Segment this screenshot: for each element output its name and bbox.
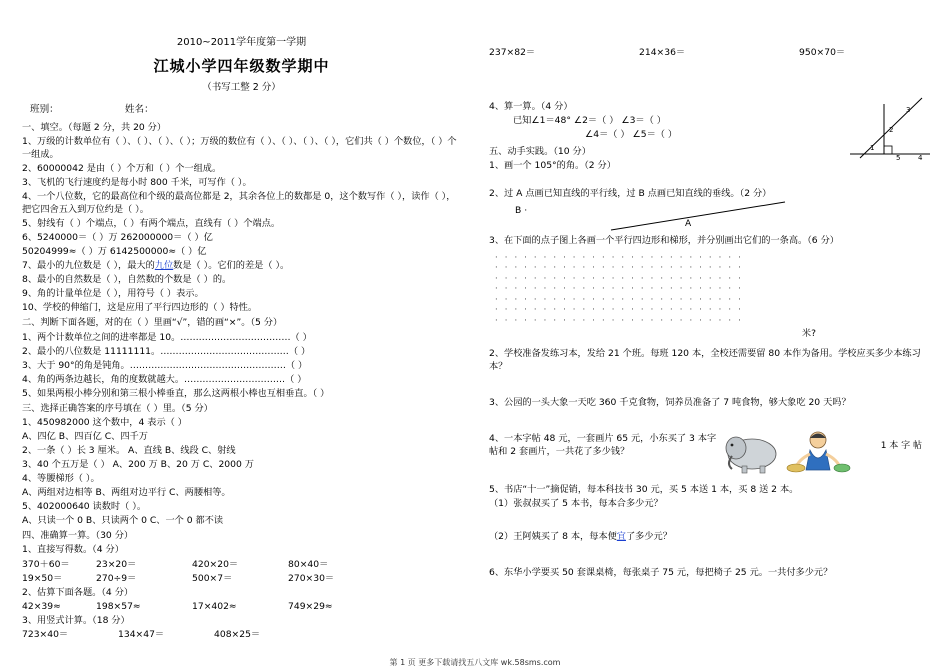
q6-4: 4、一本字帖 48 元，一套画片 65 元，小东买了 3 本字帖和 2 套画片，一共花了多少钱？ bbox=[489, 433, 717, 458]
q3-4: 4、等腰梯形（ ）。 bbox=[22, 473, 100, 485]
q1-2: 2、60000042 是由（ ）个万和（ ）个一组成。 bbox=[22, 162, 222, 174]
section-calculation bbox=[22, 529, 461, 641]
vert-6: 950×70＝ bbox=[799, 47, 846, 58]
q6-6: 6、东华小学要买 50 套课桌椅，每张桌子 75 元，每把椅子 25 元。一共付多少元？ bbox=[489, 566, 833, 578]
elephant-illustration bbox=[722, 428, 872, 474]
q4-1-row2 bbox=[22, 572, 461, 585]
q1-9: 9、角的计量单位是（ ），用符号（ ）表示。 bbox=[22, 288, 204, 300]
q6-5-2: （2）王阿姨买了 8 本，每本便宜了多少元？ bbox=[489, 530, 672, 542]
eq-4: 80×40＝ bbox=[288, 558, 329, 570]
q5-1: 1、画一个 105°的角。（2 分） bbox=[489, 160, 616, 172]
eq-3: 420×20＝ bbox=[192, 558, 239, 570]
q2-4: 4、角的两条边越长，角的度数就越大。……………………………（ ） bbox=[22, 373, 307, 385]
q3-3: 3、40 个五万是（ ） A、200 万 B、20 万 C、2000 万 bbox=[22, 459, 254, 471]
q4-angles-line2: ∠4＝（ ） ∠5＝（ ） bbox=[585, 129, 678, 141]
q1-5: 5、射线有（ ）个端点，（ ）有两个端点，直线有（ ）个端点。 bbox=[22, 218, 281, 230]
q6-3: 3、公园的一头大象一天吃 360 千克食物，饲养员准备了 7 吨食物，够大象吃 20 天吗？ bbox=[489, 397, 851, 409]
q5-3: 3、在下面的点子图上各画一个平行四边形和梯形，并分别画出它们的一条高。（6 分） bbox=[489, 235, 839, 247]
est-2: 198×57≈ bbox=[96, 600, 141, 612]
point-a-label: A bbox=[685, 219, 692, 230]
highlight-text-2: 宜 bbox=[616, 530, 626, 542]
q4-1-title: 1、直接写得数。（4 分） bbox=[22, 544, 124, 556]
q3-1: 1、450982000 这个数中，4 表示（ ） bbox=[22, 416, 187, 428]
est-1: 42×39≈ bbox=[22, 600, 61, 612]
page-footer: 第 1 页 更多下载请找五八文库 wk.58sms.com bbox=[389, 657, 561, 667]
r-vert-row bbox=[489, 46, 928, 59]
section4-title: 四、准确算一算。（30 分） bbox=[22, 530, 134, 542]
q3-5-options: A、只读一个 0 B、只读两个 0 C、一个 0 都不读 bbox=[22, 515, 224, 527]
highlight-text: 九位 bbox=[154, 260, 174, 272]
q1-8: 8、最小的自然数是（ ），自然数的个数是（ ）的。 bbox=[22, 274, 232, 286]
q1-6b: 50204999≈（ ）万 6142500000≈（ ）亿 bbox=[22, 246, 207, 258]
q4-2-title: 2、估算下面各题。（4 分） bbox=[22, 586, 134, 598]
dot-grid bbox=[495, 252, 928, 326]
q2-3: 3、大于 90°的角是钝角。……………………………………………（ ） bbox=[22, 359, 308, 371]
q4-3-row1 bbox=[22, 628, 461, 641]
section5-title: 五、动手实践。（10 分） bbox=[489, 146, 591, 158]
page-title: 江城小学四年级数学期中 bbox=[153, 57, 330, 76]
dot-row: · · · · · · · · · · · · · · · · · · · · · · · · · · bbox=[495, 293, 743, 304]
eq-5: 19×50＝ bbox=[22, 572, 63, 584]
parallel-perp-figure bbox=[489, 204, 928, 234]
elephant-note: 1 本 字 帖 bbox=[880, 441, 922, 452]
section-true-false bbox=[22, 316, 461, 399]
est-4: 749×29≈ bbox=[288, 600, 333, 612]
eq-1: 370＋60＝ bbox=[22, 558, 70, 570]
q4-3-title: 3、用竖式计算。（18 分） bbox=[22, 614, 130, 626]
q6-5-1: （1）张叔叔买了 5 本书，每本合多少元？ bbox=[489, 498, 663, 510]
q3-1-options: A、四亿 B、四百亿 C、四千万 bbox=[22, 430, 148, 442]
dot-row: · · · · · · · · · · · · · · · · · · · · · · · · · · bbox=[495, 283, 743, 293]
q4-angles-title: 4、算一算。（4 分） bbox=[489, 101, 573, 113]
dot-row: · · · · · · · · · · · · · · · · · · · · · · · · · · bbox=[495, 272, 743, 283]
q5-2: 2、过 A 点画已知直线的平行线，过 B 点画已知直线的垂线。（2 分） bbox=[489, 188, 772, 200]
name-label: 姓名： bbox=[124, 103, 154, 115]
point-b-label: B · bbox=[515, 205, 528, 217]
vert-3: 408×25＝ bbox=[214, 628, 261, 640]
vert-4: 237×82＝ bbox=[489, 47, 536, 58]
svg-text:3: 3 bbox=[906, 106, 911, 114]
dot-row: · · · · · · · · · · · · · · · · · · · · · · · · · · bbox=[495, 314, 743, 325]
q3-4-options: A、两组对边相等 B、两组对边平行 C、两腰相等。 bbox=[22, 487, 231, 499]
right-column bbox=[475, 0, 950, 580]
vert-1: 723×40＝ bbox=[22, 628, 69, 640]
dot-row: · · · · · · · · · · · · · · · · · · · · · · · · · · bbox=[495, 304, 743, 314]
q4-2-row1 bbox=[22, 600, 461, 613]
q4-1-row1 bbox=[22, 558, 461, 571]
q2-5: 5、如果两根小棒分别和第三根小棒垂直，那么这两根小棒也互相垂直。（ ） bbox=[22, 387, 330, 399]
writing-note: （书写工整 2 分） bbox=[202, 82, 281, 94]
section1-title: 一、填空。（每题 2 分，共 20 分） bbox=[22, 121, 167, 133]
q1-3: 3、飞机的飞行速度约是每小时 800 千米，可写作（ ）。 bbox=[22, 176, 252, 188]
section3-title: 三、选择正确答案的序号填在（ ）里。（5 分） bbox=[22, 402, 213, 414]
eq-2: 23×20＝ bbox=[96, 558, 137, 570]
q2-2: 2、最小的八位数是 11111111。……………………………………（ ） bbox=[22, 345, 311, 357]
dot-row: · · · · · · · · · · · · · · · · · · · · · · · · · · bbox=[495, 262, 743, 272]
est-3: 17×402≈ bbox=[192, 600, 237, 612]
section2-title: 二、判断下面各题，对的在（ ）里画“√”，错的画“×”。（5 分） bbox=[22, 317, 283, 329]
q3-5: 5、402000640 读数时（ ）。 bbox=[22, 501, 147, 513]
student-id-line bbox=[30, 103, 461, 117]
q4-angles-line1: 已知∠1＝48° ∠2＝（ ） ∠3＝（ ） bbox=[513, 115, 666, 127]
eq-6: 270÷9＝ bbox=[96, 572, 137, 584]
school-year: 2010~2011学年度第一学期 bbox=[176, 37, 307, 48]
q1-7: 7、最小的九位数是（ ），最大的九位数是（ ）。它们的差是（ ）。 bbox=[22, 260, 290, 272]
q1-1: 1、万级的计数单位有（ ）、（ ）、（ ）、（ ）；万级的数位有（ ）、（ ）、（ ）、（ ），它们共（ ）个数位，（ ）个一组成。 bbox=[22, 135, 457, 160]
eq-7: 500×7＝ bbox=[192, 572, 233, 584]
q6-2: 2、学校准备发练习本，发给 21 个班。每班 120 本，全校还需要留 80 本作为备用。学校应买多少本练习本？ bbox=[489, 348, 921, 373]
q1-10: 10、学校的伸缩门，这是应用了平行四边形的（ ）特性。 bbox=[22, 302, 258, 314]
vert-5: 214×36＝ bbox=[639, 47, 686, 58]
angle-diagram bbox=[844, 96, 936, 162]
svg-text:4: 4 bbox=[918, 154, 923, 162]
svg-text:5: 5 bbox=[896, 154, 901, 162]
eq-8: 270×30＝ bbox=[288, 572, 335, 584]
q6-5: 5、书店“十一”摘促销，每本科技书 30 元，买 5 本送 1 本，买 8 送 2 本。 bbox=[489, 484, 799, 496]
section-multiple-choice bbox=[22, 402, 461, 528]
left-column bbox=[0, 0, 475, 642]
section-fill-in-blank bbox=[22, 121, 461, 315]
vert-2: 134×47＝ bbox=[118, 628, 165, 640]
class-label: 班别： bbox=[30, 103, 59, 115]
svg-text:2: 2 bbox=[889, 126, 894, 134]
meter-label: 米? bbox=[801, 328, 816, 339]
svg-text:1: 1 bbox=[870, 144, 875, 152]
q1-4: 4、一个八位数，它的最高位和个级的最高位都是 2，其余各位上的数都是 0，这个数写作（ ），读作（ ），把它四舍五入到万位约是（ ）。 bbox=[22, 190, 456, 215]
q3-2: 2、一条（ ）长 3 厘米。 A、直线 B、线段 C、射线 bbox=[22, 445, 236, 457]
q2-1: 1、两个计数单位之间的进率都是 10。………………………………（ ） bbox=[22, 331, 312, 343]
dot-row: · · · · · · · · · · · · · · · · · · · · · · · · · · bbox=[495, 251, 743, 262]
q1-6: 6、5240000＝（ ）万 262000000＝（ ）亿 bbox=[22, 232, 213, 244]
